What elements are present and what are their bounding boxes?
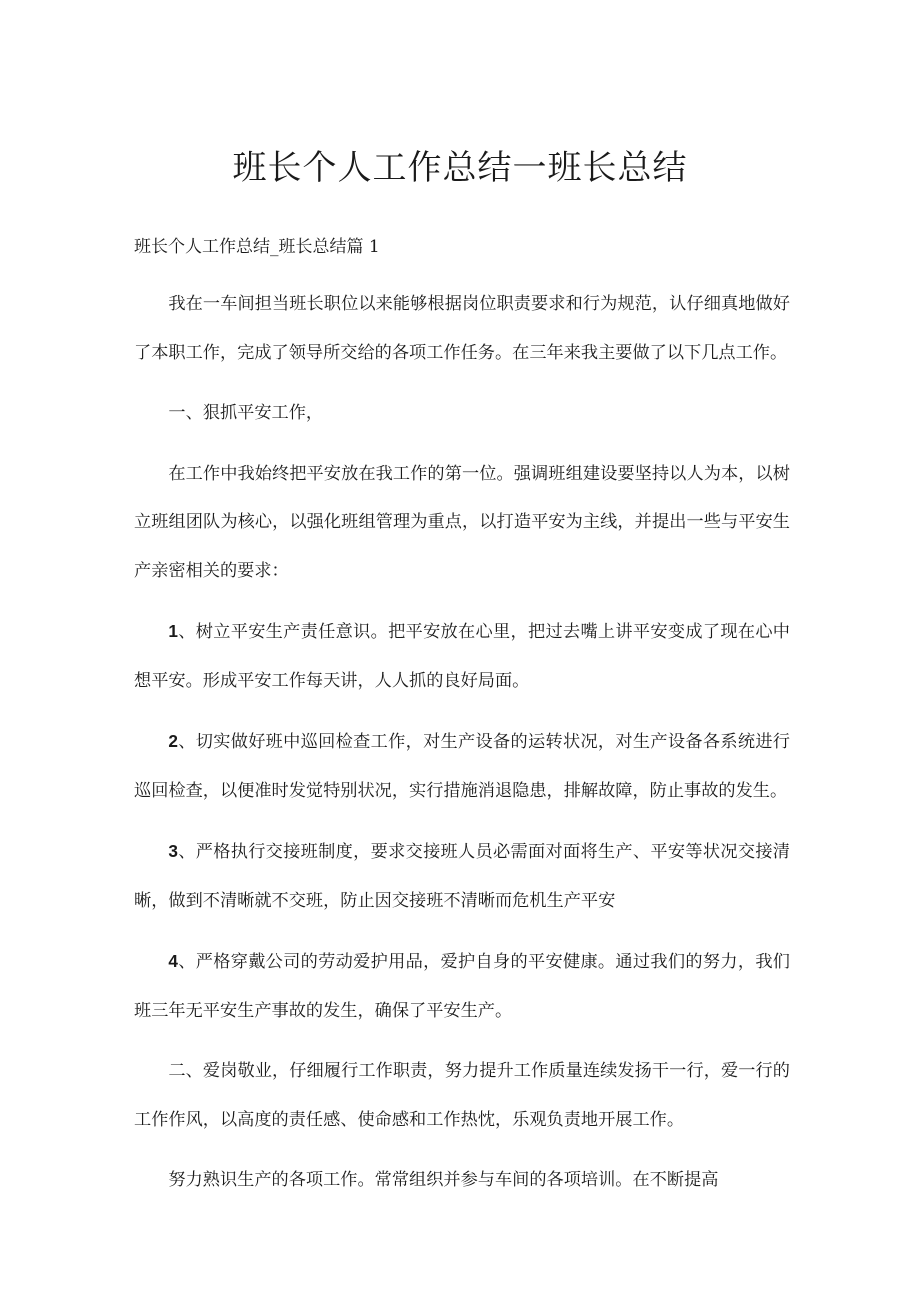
item-number: 4 bbox=[168, 951, 178, 971]
paragraph-item-1 bbox=[134, 607, 790, 705]
paragraph-item-4 bbox=[134, 937, 790, 1035]
paragraph-text: 、严格执行交接班制度，要求交接班人员必需面对面将生产、平安等状况交接清晰，做到不清晰就不交班，防止因交接班不清晰而危机生产平安 bbox=[134, 842, 790, 911]
item-number: 3 bbox=[168, 841, 178, 861]
paragraph-item-3 bbox=[134, 827, 790, 925]
paragraph-text: 我在一车间担当班长职位以来能够根据岗位职责要求和行为规范，认仔细真地做好了本职工作，完成了领导所交给的各项工作任务。在三年来我主要做了以下几点工作。 bbox=[134, 294, 790, 363]
document-body bbox=[134, 280, 790, 1217]
paragraph-text: 二、爱岗敬业，仔细履行工作职责，努力提升工作质量连续发扬干一行，爱一行的工作作风，以高度的责任感、使命感和工作热忱，乐观负责地开展工作。 bbox=[134, 1061, 790, 1130]
document-subtitle: 班长个人工作总结_班长总结篇 1 bbox=[134, 237, 380, 257]
paragraph-intro bbox=[134, 280, 790, 377]
paragraph-text: 、切实做好班中巡回检查工作，对生产设备的运转状况，对生产设备各系统进行巡回检查，以便准时发觉特别状况，实行措施消退隐患，排解故障，防止事故的发生。 bbox=[134, 732, 790, 801]
paragraph-text: 一、狠抓平安工作， bbox=[168, 403, 324, 423]
paragraph-text: 、树立平安生产责任意识。把平安放在心里，把过去嘴上讲平安变成了现在心中想平安。形成平安工作每天讲，人人抓的良好局面。 bbox=[134, 622, 790, 691]
paragraph-text: 在工作中我始终把平安放在我工作的第一位。强调班组建设要坚持以人为本，以树立班组团队为核心，以强化班组管理为重点，以打造平安为主线，并提出一些与平安生产亲密相关的要求： bbox=[134, 463, 790, 581]
paragraph-text: 努力熟识生产的各项工作。常常组织并参与车间的各项培训。在不断提高 bbox=[168, 1170, 719, 1190]
item-number: 1 bbox=[168, 621, 178, 641]
paragraph-item-2 bbox=[134, 717, 790, 815]
paragraph-safety-detail bbox=[134, 450, 790, 596]
document-title: 班长个人工作总结一班长总结 bbox=[232, 148, 688, 188]
paragraph-training bbox=[134, 1156, 790, 1205]
paragraph-text: 、严格穿戴公司的劳动爱护用品，爱护自身的平安健康。通过我们的努力，我们班三年无平安生产事故的发生，确保了平安生产。 bbox=[134, 952, 790, 1021]
item-number: 2 bbox=[168, 731, 178, 751]
paragraph-heading-dedication bbox=[134, 1047, 790, 1144]
paragraph-heading-safety bbox=[134, 389, 790, 438]
